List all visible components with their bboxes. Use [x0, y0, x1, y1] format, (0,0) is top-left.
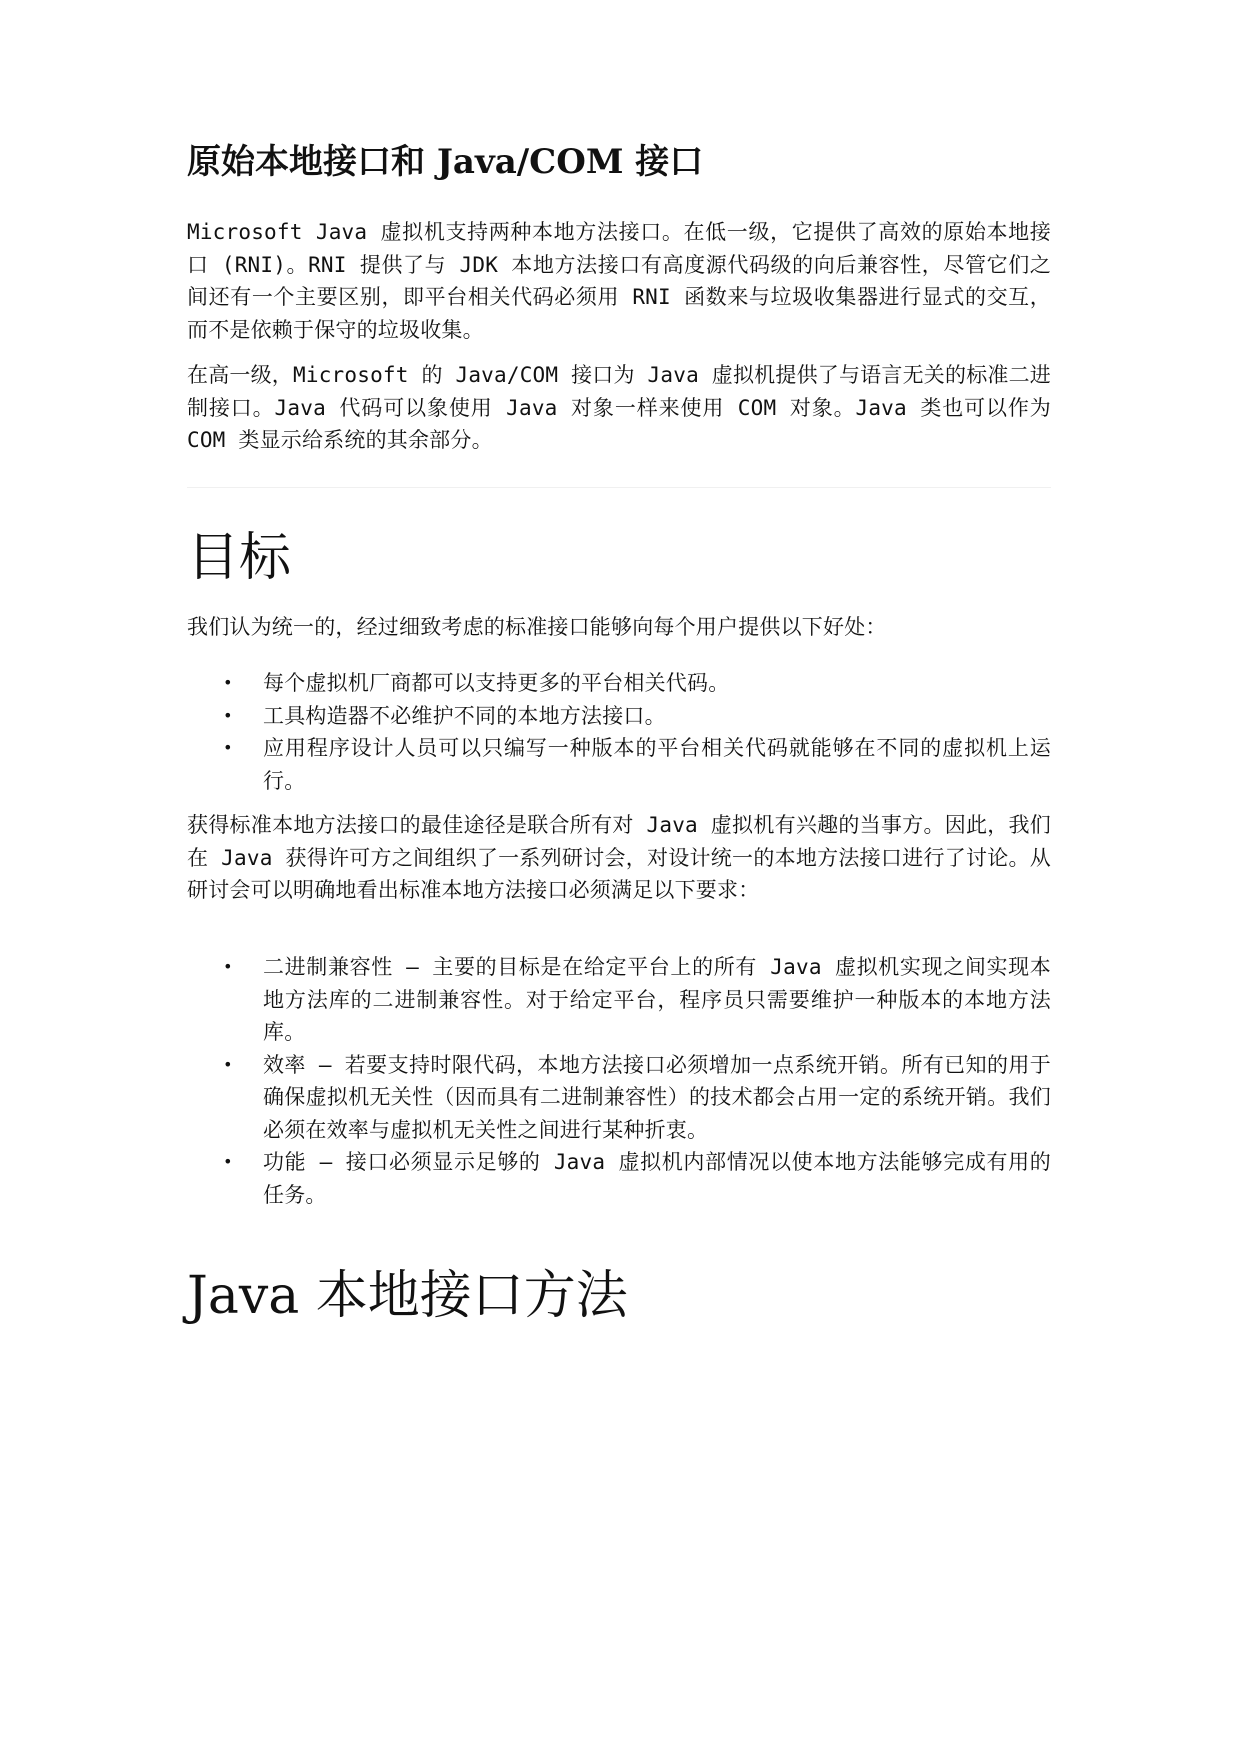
list-item [187, 951, 1051, 1049]
list-item-text: 功能 – 接口必须显示足够的 Java 虚拟机内部情况以使本地方法能够完成有用的任务。 [263, 1150, 1051, 1207]
section-heading-goals: 目标 [187, 528, 292, 588]
section-divider [187, 487, 1051, 488]
list-item-text: 效率 – 若要支持时限代码，本地方法接口必须增加一点系统开销。所有已知的用于确保虚拟机无关性（因而具有二进制兼容性）的技术都会占用一定的系统开销。我们必须在效率与虚拟机无关性之间进行某种折衷。 [263, 1052, 1051, 1142]
list-item-text: 工具构造器不必维护不同的本地方法接口。 [263, 703, 666, 728]
list-item [187, 700, 1051, 733]
requirements-list [187, 951, 1051, 1211]
paragraph-workshops: 获得标准本地方法接口的最佳途径是联合所有对 Java 虚拟机有兴趣的当事方。因此，我们在 Java 获得许可方之间组织了一系列研讨会，对设计统一的本地方法接口进行了讨论。从研讨会可以明确地看出标准本地方法接口必须满足以下要求： [187, 813, 1051, 902]
bullet-icon: • [223, 1152, 233, 1171]
list-item [187, 667, 1051, 700]
list-item [187, 732, 1051, 797]
bullet-icon: • [223, 705, 233, 725]
list-item-text: 每个虚拟机厂商都可以支持更多的平台相关代码。 [263, 671, 730, 695]
paragraph-rni-intro: Microsoft Java 虚拟机支持两种本地方法接口。在低一级，它提供了高效的原始本地接口 (RNI)。RNI 提供了与 JDK 本地方法接口有高度源代码级的向后兼容性，尽管它们之间还有一个主要区别，即平台相关代码必须用 RNI 函数来与垃圾收集器进行显式的交互，而不是依赖于保守的垃圾收集。 [187, 220, 1051, 342]
bullet-icon: • [223, 673, 233, 692]
section-heading-rni-com: 原始本地接口和 Java/COM 接口 [187, 142, 704, 182]
list-item [187, 1146, 1051, 1211]
bullet-icon: • [223, 738, 233, 757]
list-item-text: 应用程序设计人员可以只编写一种版本的平台相关代码就能够在不同的虚拟机上运行。 [263, 736, 1051, 793]
bullet-icon: • [223, 957, 233, 976]
paragraph-java-com: 在高一级，Microsoft 的 Java/COM 接口为 Java 虚拟机提供了与语言无关的标准二进制接口。Java 代码可以象使用 Java 对象一样来使用 COM 对象。Java 类也可以作为 COM 类显示给系统的其余部分。 [187, 363, 1051, 452]
benefits-list [187, 667, 1051, 797]
section-heading-jni: Java 本地接口方法 [187, 1266, 628, 1326]
paragraph-goals-intro: 我们认为统一的，经过细致考虑的标准接口能够向每个用户提供以下好处： [187, 615, 887, 639]
list-item [187, 1049, 1051, 1147]
bullet-icon: • [223, 1054, 233, 1074]
list-item-text: 二进制兼容性 – 主要的目标是在给定平台上的所有 Java 虚拟机实现之间实现本地方法库的二进制兼容性。对于给定平台，程序员只需要维护一种版本的本地方法库。 [263, 955, 1051, 1044]
